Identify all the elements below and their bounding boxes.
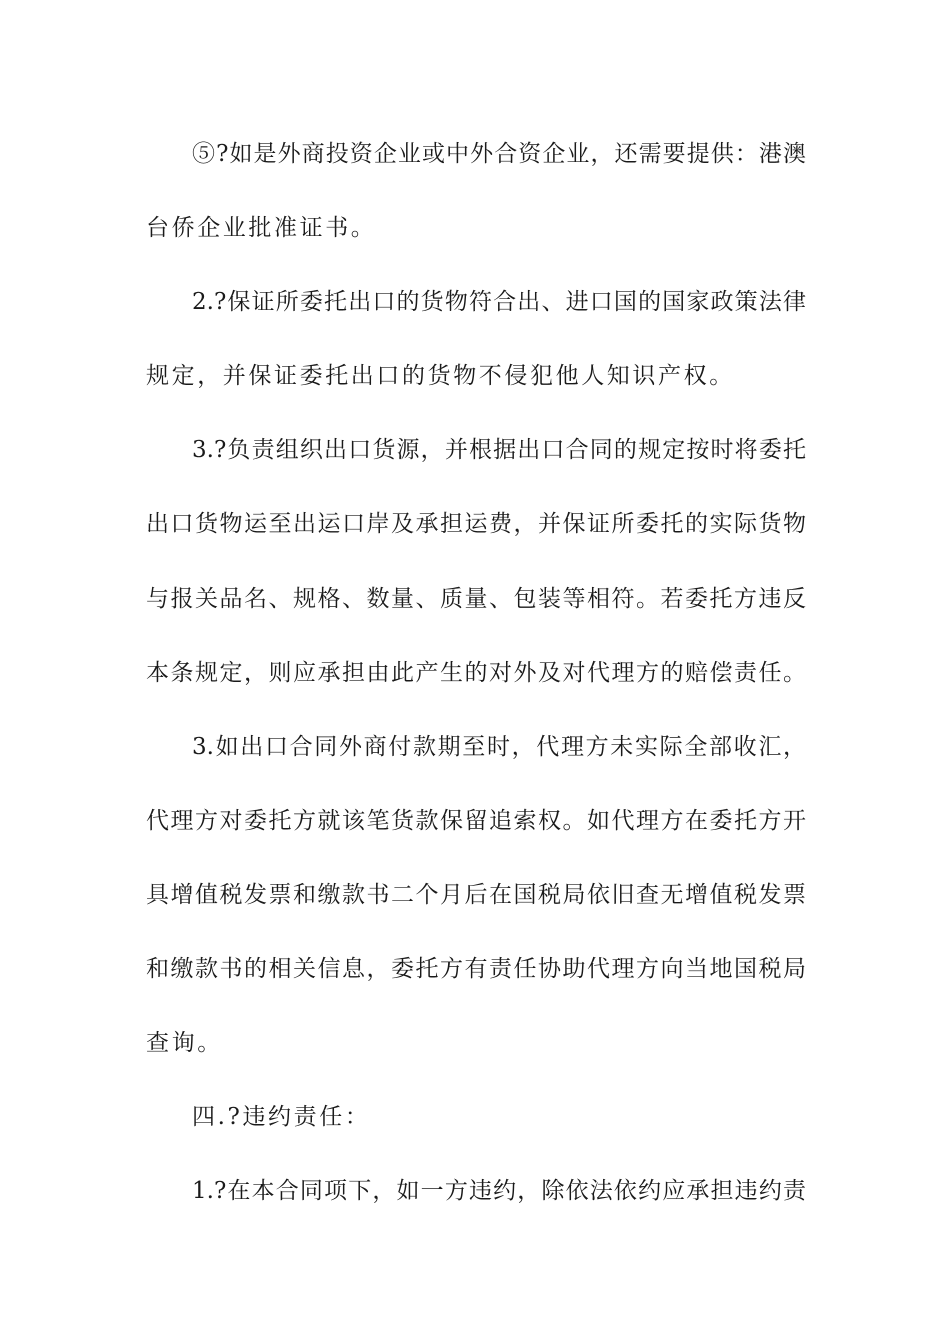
text-line: 和缴款书的相关信息，委托方有责任协助代理方向当地国税局 xyxy=(146,956,806,982)
text-line: 具增值税发票和缴款书二个月后在国税局依旧查无增值税发票 xyxy=(146,882,806,908)
text-line: 3.?负责组织出口货源，并根据出口合同的规定按时将委托 xyxy=(192,437,806,463)
text-line: ⑤?如是外商投资企业或中外合资企业，还需要提供：港澳 xyxy=(192,141,806,167)
text-line: 查询。 xyxy=(146,1030,223,1056)
text-line: 1.?在本合同项下，如一方违约，除依法依约应承担违约责 xyxy=(192,1178,806,1204)
text-line: 台侨企业批准证书。 xyxy=(146,215,377,241)
text-line: 规定，并保证委托出口的货物不侵犯他人知识产权。 xyxy=(146,363,735,389)
text-line: 出口货物运至出运口岸及承担运费，并保证所委托的实际货物 xyxy=(146,511,806,537)
text-line: 与报关品名、规格、数量、质量、包装等相符。若委托方违反 xyxy=(146,586,806,612)
text-line: 代理方对委托方就该笔货款保留追索权。如代理方在委托方开 xyxy=(146,808,806,834)
text-line: 3.如出口合同外商付款期至时，代理方未实际全部收汇， xyxy=(192,734,806,760)
section-heading: 四.?违约责任： xyxy=(192,1104,371,1130)
text-line: 本条规定，则应承担由此产生的对外及对代理方的赔偿责任。 xyxy=(146,660,806,686)
text-line: 2.?保证所委托出口的货物符合出、进口国的国家政策法律 xyxy=(192,289,806,315)
